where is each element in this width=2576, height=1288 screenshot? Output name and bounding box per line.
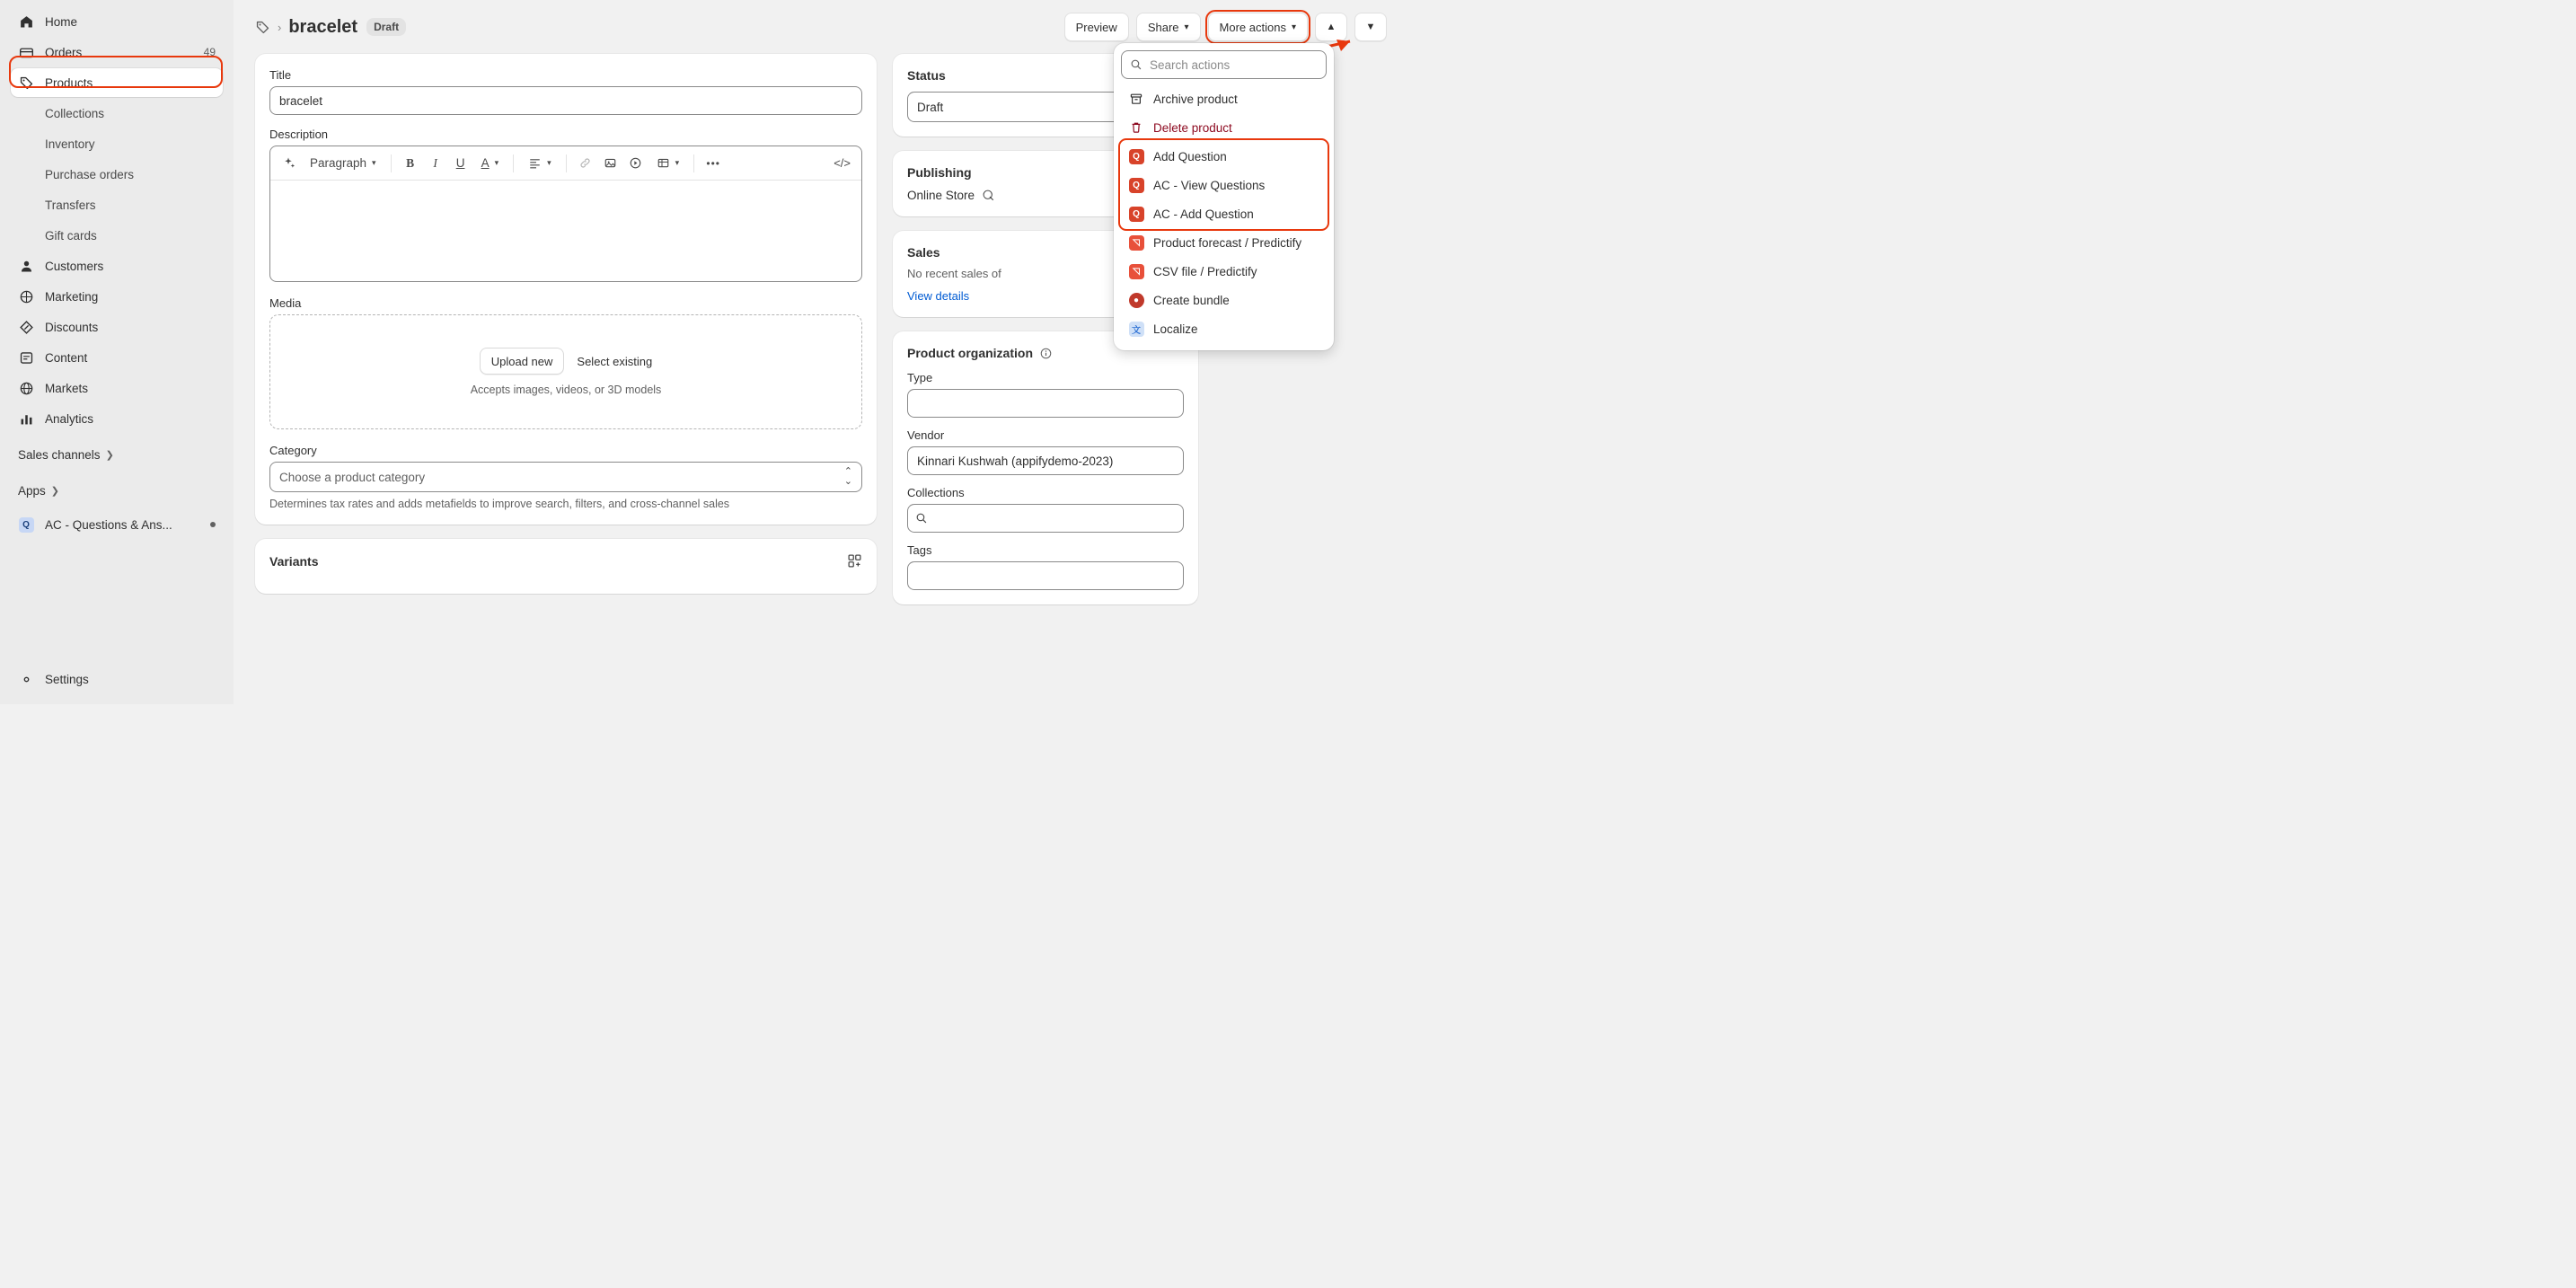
- italic-label: I: [433, 155, 437, 170]
- status-title: Status: [907, 68, 946, 83]
- chevron-down-icon: ▾: [1184, 22, 1189, 32]
- sidebar-item-purchase-orders[interactable]: [11, 160, 223, 189]
- sidebar-item-label: Content: [45, 350, 88, 365]
- sidebar-item-label: Markets: [45, 381, 89, 395]
- italic-button[interactable]: [424, 152, 447, 175]
- divider: [693, 154, 694, 172]
- more-actions-dropdown: [1114, 43, 1334, 350]
- description-editor[interactable]: [269, 146, 862, 282]
- app-chart-icon: ◹: [1128, 234, 1144, 251]
- dropdown-item-product-forecast-predictify[interactable]: [1121, 228, 1327, 257]
- breadcrumb[interactable]: [255, 20, 281, 35]
- editor-toolbar: [270, 146, 861, 181]
- search-actions-field[interactable]: [1121, 50, 1327, 79]
- chevron-right-icon: ❯: [105, 449, 114, 461]
- dropdown-item-label: AC - View Questions: [1153, 178, 1266, 192]
- vendor-input[interactable]: [907, 446, 1184, 475]
- paragraph-style-select[interactable]: [303, 152, 384, 175]
- sidebar-item-label: Customers: [45, 259, 104, 273]
- align-button[interactable]: [521, 152, 559, 175]
- products-icon: [18, 75, 34, 91]
- marketing-icon: [18, 288, 34, 304]
- text-color-button[interactable]: [474, 152, 507, 175]
- sidebar-item-ac-questions-answers[interactable]: [11, 510, 223, 539]
- media-hint: Accepts images, videos, or 3D models: [470, 384, 662, 396]
- gear-icon: [18, 671, 34, 687]
- category-select[interactable]: [269, 462, 862, 492]
- sales-empty-text: No recent sales of: [907, 267, 1001, 280]
- more-options-label: •••: [706, 156, 720, 170]
- dropdown-item-ac-view-questions[interactable]: [1121, 171, 1327, 199]
- dropdown-item-label: Localize: [1153, 322, 1198, 336]
- sidebar-item-label: Collections: [45, 106, 105, 120]
- app-qa-icon: Q: [1128, 177, 1144, 193]
- sidebar-item-markets[interactable]: [11, 374, 223, 402]
- sidebar-item-label: Orders: [45, 45, 83, 59]
- vendor-label: Vendor: [907, 428, 945, 442]
- topbar-actions: [1064, 13, 1387, 41]
- sidebar-item-marketing[interactable]: [11, 282, 223, 311]
- chevron-down-icon: ▾: [547, 158, 551, 167]
- product-organization-card: [893, 331, 1198, 604]
- link-icon[interactable]: [574, 152, 597, 175]
- info-icon[interactable]: [1039, 347, 1053, 360]
- sidebar-item-label: Purchase orders: [45, 167, 135, 181]
- insert-image-icon[interactable]: [599, 152, 622, 175]
- sidebar-item-discounts[interactable]: [11, 313, 223, 341]
- content-icon: [18, 349, 34, 366]
- underline-button[interactable]: [449, 152, 472, 175]
- app-qa-icon: Q: [18, 516, 34, 533]
- view-details-link[interactable]: View details: [907, 289, 970, 303]
- sidebar-item-settings[interactable]: [11, 665, 223, 693]
- dropdown-item-label: Add Question: [1153, 149, 1227, 163]
- dropdown-item-label: Create bundle: [1153, 293, 1230, 307]
- category-help-text: Determines tax rates and adds metafields to improve search, filters, and cross-channel sales: [269, 498, 730, 510]
- sidebar-apps[interactable]: [11, 476, 223, 505]
- tags-input[interactable]: [907, 561, 1184, 590]
- paragraph-style-label: Paragraph: [310, 156, 367, 170]
- chevron-updown-icon: ⌃ ⌄: [843, 466, 852, 487]
- dropdown-item-label: Product forecast / Predictify: [1153, 235, 1302, 250]
- select-existing-button[interactable]: Select existing: [577, 354, 653, 368]
- sidebar-item-transfers[interactable]: [11, 190, 223, 219]
- sidebar-item-home[interactable]: [11, 7, 223, 36]
- title-label: Title: [269, 68, 292, 82]
- sidebar-item-collections[interactable]: [11, 99, 223, 128]
- divider: [391, 154, 392, 172]
- more-options-icon[interactable]: [701, 152, 725, 175]
- sidebar-item-label: Products: [45, 75, 93, 90]
- sidebar-item-label: Settings: [45, 672, 89, 686]
- sidebar-item-label: Marketing: [45, 289, 99, 304]
- sidebar-item-label: Home: [45, 14, 78, 29]
- discounts-icon: [18, 319, 34, 335]
- sidebar-item-label: Discounts: [45, 320, 99, 334]
- dropdown-item-delete-product[interactable]: [1121, 113, 1327, 142]
- products-tag-icon[interactable]: [255, 20, 270, 35]
- media-actions: [480, 348, 652, 375]
- previous-product-button[interactable]: [1315, 13, 1347, 41]
- app-bundle-icon: ●: [1128, 292, 1144, 308]
- collections-label: Collections: [907, 486, 965, 499]
- sidebar-item-label: Analytics: [45, 411, 94, 426]
- status-value: Draft: [917, 100, 944, 114]
- variants-card: [255, 539, 877, 594]
- sidebar-item-products[interactable]: [11, 68, 223, 97]
- sidebar-item-analytics[interactable]: [11, 404, 223, 433]
- sidebar-item-content[interactable]: [11, 343, 223, 372]
- dropdown-item-ac-add-question[interactable]: [1121, 199, 1327, 228]
- share-label: Share: [1147, 20, 1179, 34]
- app-chart-icon: ◹: [1128, 263, 1144, 279]
- add-variant-icon[interactable]: [847, 553, 862, 569]
- orders-count-badge: 49: [203, 46, 216, 58]
- unread-dot-icon: [210, 522, 216, 527]
- title-input[interactable]: [269, 86, 862, 115]
- media-dropzone[interactable]: [269, 314, 862, 429]
- category-placeholder: Choose a product category: [279, 470, 426, 484]
- sidebar-item-customers[interactable]: [11, 251, 223, 280]
- highlighted-app-actions-group: [1121, 142, 1327, 228]
- next-product-button[interactable]: [1354, 13, 1387, 41]
- dropdown-item-csv-file-predictify[interactable]: [1121, 257, 1327, 286]
- customers-icon: [18, 258, 34, 274]
- variants-title: Variants: [269, 553, 319, 569]
- sidebar-sales-channels[interactable]: [11, 440, 223, 469]
- chevron-down-icon: ▼: [1365, 22, 1376, 32]
- apps-label: Apps: [18, 483, 46, 498]
- app-localize-icon: 文: [1128, 321, 1144, 337]
- insert-video-icon[interactable]: [624, 152, 648, 175]
- orders-icon: [18, 44, 34, 60]
- more-actions-button[interactable]: [1208, 13, 1308, 41]
- app-qa-icon: Q: [1128, 206, 1144, 222]
- chevron-down-icon: ▾: [675, 158, 680, 167]
- collections-input[interactable]: [907, 504, 1184, 533]
- sidebar: [0, 0, 234, 704]
- search-actions-input[interactable]: [1150, 58, 1318, 72]
- dropdown-item-label: Archive product: [1153, 92, 1238, 106]
- publishing-title: Publishing: [907, 165, 972, 180]
- settings-row: [11, 665, 223, 695]
- sidebar-item-label: Inventory: [45, 137, 95, 151]
- sidebar-item-label: Transfers: [45, 198, 96, 212]
- dropdown-item-label: Delete product: [1153, 120, 1232, 135]
- markets-icon: [18, 380, 34, 396]
- chevron-up-icon: ▲: [1326, 22, 1337, 32]
- upload-new-button[interactable]: Upload new: [480, 348, 565, 375]
- sidebar-item-inventory[interactable]: [11, 129, 223, 158]
- sidebar-item-gift-cards[interactable]: [11, 221, 223, 250]
- bold-button[interactable]: [399, 152, 422, 175]
- online-store-icon: [982, 189, 995, 202]
- more-actions-label: More actions: [1219, 20, 1286, 34]
- home-icon: [18, 13, 34, 30]
- sidebar-item-orders[interactable]: [11, 38, 223, 66]
- insert-table-icon[interactable]: [649, 152, 687, 175]
- product-details-card: [255, 54, 877, 525]
- main-area: [234, 0, 1408, 704]
- breadcrumb-separator: ›: [278, 20, 282, 34]
- page-title: bracelet: [288, 16, 358, 37]
- chevron-right-icon: ❯: [50, 485, 59, 497]
- dropdown-item-archive-product[interactable]: [1121, 84, 1327, 113]
- status-badge: Draft: [366, 18, 406, 36]
- archive-icon: [1128, 91, 1144, 107]
- product-organization-title: Product organization: [907, 346, 1033, 360]
- ai-sparkle-icon[interactable]: [278, 152, 301, 175]
- description-label: Description: [269, 128, 329, 141]
- html-code-label: </>: [834, 156, 851, 170]
- dropdown-item-localize[interactable]: [1121, 314, 1327, 343]
- left-column: [255, 54, 877, 619]
- type-label: Type: [907, 371, 933, 384]
- underline-label: U: [455, 156, 465, 170]
- chevron-down-icon: ▾: [372, 158, 376, 167]
- dropdown-item-label: AC - Add Question: [1153, 207, 1254, 221]
- text-color-label: A: [481, 156, 490, 170]
- chevron-down-icon: ▾: [494, 158, 499, 167]
- sales-channels-label: Sales channels: [18, 447, 101, 462]
- search-icon: [915, 512, 928, 525]
- bold-label: B: [406, 155, 415, 170]
- search-icon: [1130, 58, 1142, 71]
- app-qa-icon: Q: [1128, 148, 1144, 164]
- sidebar-item-label: AC - Questions & Ans...: [45, 517, 172, 532]
- description-textarea[interactable]: [270, 181, 861, 281]
- analytics-icon: [18, 410, 34, 427]
- html-code-icon[interactable]: [830, 152, 854, 175]
- variants-header: [269, 553, 862, 569]
- type-input[interactable]: [907, 389, 1184, 418]
- share-button[interactable]: [1136, 13, 1201, 41]
- publishing-channel-label: Online Store: [907, 189, 975, 202]
- collections-search-wrap: [907, 504, 1184, 533]
- tags-label: Tags: [907, 543, 932, 557]
- chevron-down-icon: ▾: [1291, 22, 1296, 32]
- trash-icon: [1128, 119, 1144, 136]
- dropdown-item-add-question[interactable]: [1121, 142, 1327, 171]
- media-label: Media: [269, 296, 302, 310]
- sidebar-item-label: Gift cards: [45, 228, 97, 243]
- divider: [566, 154, 567, 172]
- divider: [513, 154, 514, 172]
- sales-title: Sales: [907, 245, 940, 260]
- dropdown-item-label: CSV file / Predictify: [1153, 264, 1257, 278]
- category-label: Category: [269, 444, 317, 457]
- dropdown-item-create-bundle[interactable]: [1121, 286, 1327, 314]
- preview-button[interactable]: Preview: [1064, 13, 1129, 41]
